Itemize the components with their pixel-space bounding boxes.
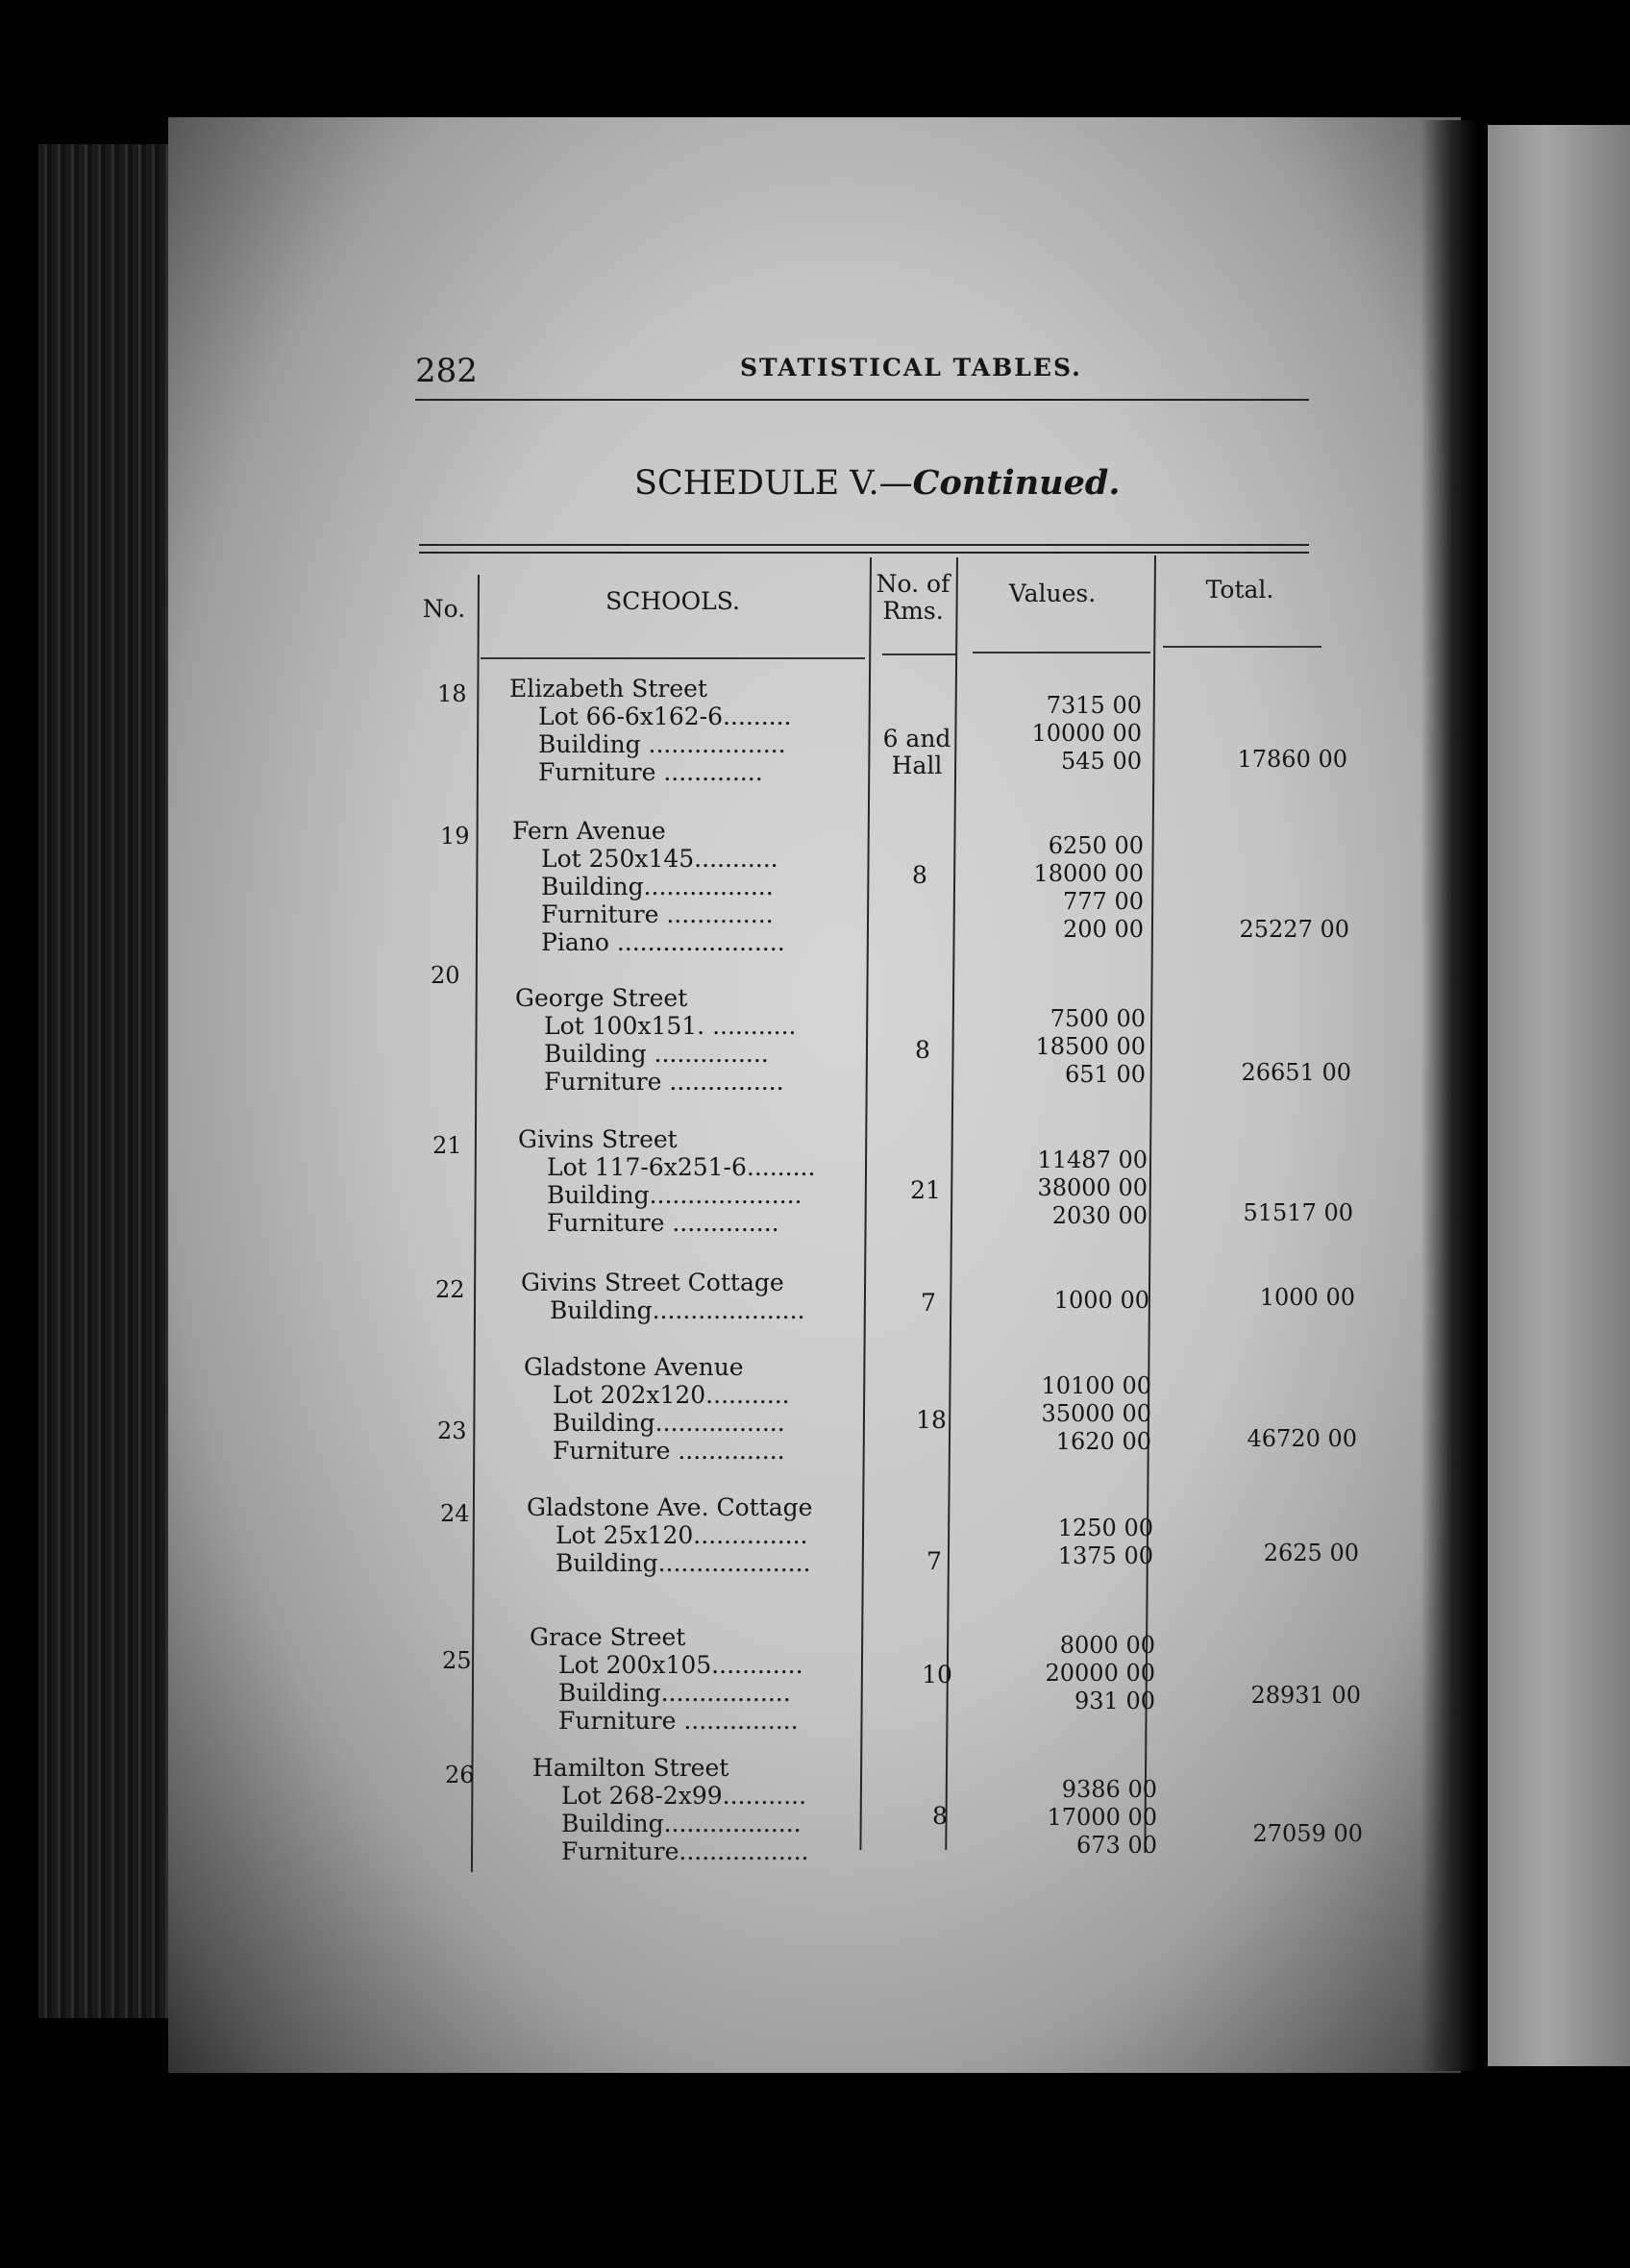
school-total: 51517 00 bbox=[1243, 1199, 1353, 1226]
schedule-title bbox=[634, 463, 1121, 503]
item-label: Building................. bbox=[553, 1409, 785, 1437]
school-total: 1000 00 bbox=[1259, 1284, 1355, 1311]
header-rooms-line2: Rms. bbox=[882, 596, 944, 625]
school-number: 25 bbox=[442, 1647, 472, 1674]
table-top-rule-1 bbox=[419, 544, 1309, 546]
item-value: 7500 00 bbox=[1050, 1005, 1146, 1032]
header-no: No. bbox=[422, 595, 466, 623]
item-value: 38000 00 bbox=[1037, 1174, 1148, 1201]
item-label: Furniture .............. bbox=[547, 1209, 779, 1237]
header-values: Values. bbox=[1008, 579, 1097, 607]
school-name: Grace Street bbox=[530, 1623, 686, 1651]
item-label: Building................. bbox=[558, 1679, 791, 1707]
room-count: 7 bbox=[921, 1289, 936, 1317]
book-page-edges bbox=[38, 144, 183, 2018]
header-underline-rooms bbox=[882, 653, 957, 655]
school-total: 25227 00 bbox=[1239, 916, 1349, 943]
school-total: 46720 00 bbox=[1247, 1425, 1357, 1452]
school-name: Elizabeth Street bbox=[509, 675, 707, 703]
room-count-line2: Hall bbox=[891, 752, 943, 779]
item-value: 18000 00 bbox=[1033, 860, 1144, 887]
item-value: 9386 00 bbox=[1061, 1776, 1157, 1803]
item-label: Lot 200x105............ bbox=[558, 1651, 803, 1679]
header-rooms-line1: No. of bbox=[876, 570, 951, 598]
room-count: 10 bbox=[922, 1661, 952, 1689]
school-name: Hamilton Street bbox=[532, 1754, 729, 1782]
item-value: 1620 00 bbox=[1055, 1428, 1151, 1455]
item-label: Furniture ............... bbox=[558, 1707, 799, 1735]
item-label: Lot 100x151. ........... bbox=[544, 1012, 797, 1040]
item-value: 1250 00 bbox=[1057, 1515, 1153, 1541]
item-value: 777 00 bbox=[1063, 888, 1144, 915]
room-count: 21 bbox=[910, 1176, 941, 1204]
item-label: Lot 66-6x162-6......... bbox=[538, 703, 792, 730]
room-count: 8 bbox=[915, 1036, 930, 1064]
item-value: 11487 00 bbox=[1037, 1146, 1148, 1173]
school-number: 19 bbox=[440, 823, 470, 850]
item-label: Furniture................. bbox=[561, 1837, 809, 1865]
room-count: 7 bbox=[926, 1547, 942, 1575]
item-label: Building.................... bbox=[547, 1181, 803, 1209]
school-total: 17860 00 bbox=[1237, 746, 1347, 773]
school-number: 21 bbox=[432, 1132, 462, 1159]
header-schools: SCHOOLS. bbox=[605, 587, 740, 615]
header-rule bbox=[415, 399, 1309, 401]
school-name: Fern Avenue bbox=[512, 817, 666, 845]
item-value: 1000 00 bbox=[1053, 1287, 1149, 1314]
school-name: Givins Street Cottage bbox=[521, 1269, 784, 1296]
item-label: Furniture ............. bbox=[538, 758, 763, 786]
item-label: Furniture ............... bbox=[544, 1068, 784, 1096]
item-value: 931 00 bbox=[1074, 1688, 1155, 1714]
item-value: 1375 00 bbox=[1057, 1542, 1153, 1569]
school-total: 2625 00 bbox=[1263, 1540, 1359, 1566]
item-value: 18500 00 bbox=[1035, 1033, 1146, 1060]
header-underline-total bbox=[1163, 646, 1321, 648]
header-underline-values bbox=[973, 652, 1150, 653]
item-value: 8000 00 bbox=[1059, 1632, 1155, 1659]
table-top-rule-2 bbox=[419, 552, 1309, 554]
item-value: 17000 00 bbox=[1047, 1804, 1157, 1831]
item-label: Lot 250x145........... bbox=[541, 845, 778, 873]
item-label: Building ............... bbox=[544, 1040, 769, 1068]
item-value: 6250 00 bbox=[1048, 832, 1144, 859]
item-label: Piano ...................... bbox=[541, 928, 785, 956]
item-label: Lot 25x120............... bbox=[556, 1521, 808, 1549]
item-label: Furniture .............. bbox=[541, 900, 774, 928]
item-label: Lot 117-6x251-6......... bbox=[547, 1153, 816, 1181]
school-name: Gladstone Avenue bbox=[524, 1353, 744, 1381]
school-total: 28931 00 bbox=[1250, 1682, 1361, 1709]
header-total: Total. bbox=[1205, 576, 1274, 604]
school-name: George Street bbox=[515, 984, 688, 1012]
item-label: Building.................... bbox=[550, 1296, 805, 1324]
page-number: 282 bbox=[415, 352, 478, 390]
scanned-page bbox=[168, 117, 1461, 2073]
item-label: Building .................. bbox=[538, 730, 786, 758]
school-number: 24 bbox=[440, 1500, 470, 1527]
school-number: 23 bbox=[437, 1418, 467, 1444]
school-name: Givins Street bbox=[518, 1125, 678, 1153]
room-count: 18 bbox=[916, 1406, 947, 1434]
item-value: 651 00 bbox=[1065, 1061, 1146, 1088]
header-rooms bbox=[865, 571, 961, 624]
book-gutter bbox=[1420, 120, 1478, 2071]
room-count: 8 bbox=[912, 861, 927, 889]
item-value: 10100 00 bbox=[1041, 1372, 1151, 1399]
schedule-title-continued: Continued. bbox=[912, 463, 1121, 503]
item-label: Building.................. bbox=[561, 1810, 802, 1837]
item-label: Lot 268-2x99........... bbox=[561, 1782, 807, 1810]
item-value: 35000 00 bbox=[1041, 1400, 1151, 1427]
school-total: 26651 00 bbox=[1241, 1059, 1351, 1086]
school-number: 18 bbox=[437, 680, 467, 707]
item-label: Lot 202x120........... bbox=[553, 1381, 790, 1409]
school-total: 27059 00 bbox=[1252, 1820, 1363, 1847]
school-number: 26 bbox=[445, 1762, 475, 1788]
item-value: 7315 00 bbox=[1046, 692, 1142, 719]
school-name: Gladstone Ave. Cottage bbox=[527, 1493, 813, 1521]
running-head: STATISTICAL TABLES. bbox=[740, 354, 1082, 382]
school-number: 20 bbox=[431, 962, 460, 989]
item-value: 200 00 bbox=[1063, 916, 1144, 943]
item-value: 10000 00 bbox=[1031, 720, 1142, 747]
item-label: Furniture .............. bbox=[553, 1437, 785, 1465]
room-count: 8 bbox=[932, 1802, 948, 1830]
school-number: 22 bbox=[435, 1276, 465, 1303]
facing-page-edge bbox=[1488, 125, 1630, 2066]
item-label: Building................. bbox=[541, 873, 774, 900]
room-count-line1: 6 and bbox=[882, 725, 951, 752]
item-value: 545 00 bbox=[1061, 748, 1142, 775]
item-value: 20000 00 bbox=[1045, 1660, 1155, 1687]
schedule-title-main: SCHEDULE V.— bbox=[634, 464, 913, 503]
item-value: 2030 00 bbox=[1051, 1202, 1148, 1229]
item-label: Building.................... bbox=[556, 1549, 811, 1577]
header-underline-schools bbox=[481, 657, 865, 659]
item-value: 673 00 bbox=[1076, 1832, 1157, 1859]
